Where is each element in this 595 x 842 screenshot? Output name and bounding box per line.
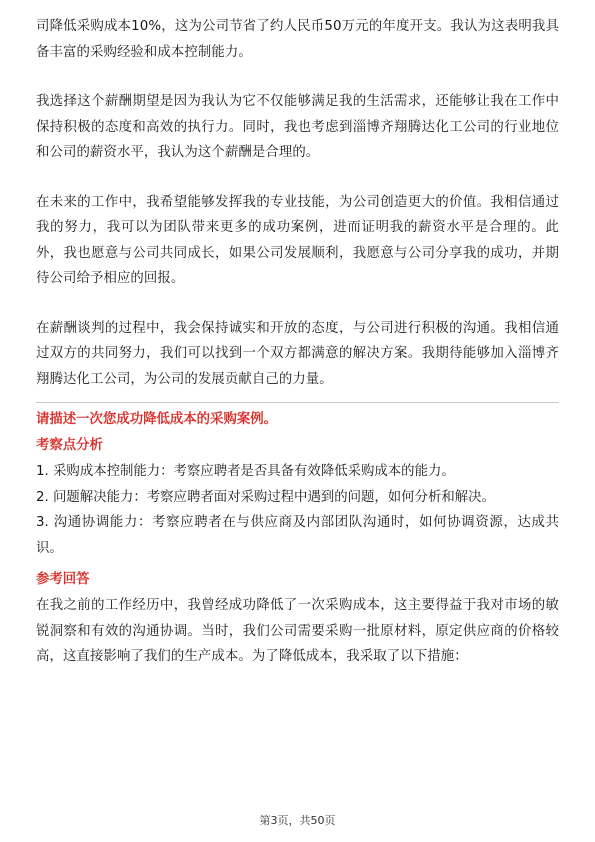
interview-question: 请描述一次您成功降低成本的采购案例。 xyxy=(36,412,278,427)
paragraph-future-work: 在未来的工作中，我希望能够发挥我的专业技能，为公司创造更大的价值。我相信通过我的努力，我可以为团队带来更多的成功案例，进而证明我的薪资水平是合理的。此外，我也愿意与公司共同成长，如果公司发展顺利，我愿意与公司分享我的成功，并期待公司给予相应的回报。 xyxy=(36,194,559,286)
paragraph-negotiation: 在薪酬谈判的过程中，我会保持诚实和开放的态度，与公司进行积极的沟通。我相信通过双方的共同努力，我们可以找到一个双方都满意的解决方案。我期待能够加入淄博齐翔腾达化工公司，为公司的发展贡献自己的力量。 xyxy=(36,320,559,387)
page-number: 第3页，共50页 xyxy=(259,814,336,827)
analysis-item-1: 1. 采购成本控制能力：考察应聘者是否具备有效降低采购成本的能力。 xyxy=(36,464,455,479)
analysis-item-3: 3. 沟通协调能力：考察应聘者在与供应商及内部团队沟通时，如何协调资源，达成共识。 xyxy=(36,515,559,556)
reference-heading: 参考回答 xyxy=(36,572,90,587)
section-divider xyxy=(36,402,559,403)
paragraph-cost-savings: 司降低采购成本10%，这为公司节省了约人民币50万元的年度开支。我认为这表明我具备丰富的采购经验和成本控制能力。 xyxy=(36,19,559,60)
paragraph-salary-reason: 我选择这个薪酬期望是因为我认为它不仅能够满足我的生活需求，还能够让我在工作中保持积极的态度和高效的执行力。同时，我也考虑到淄博齐翔腾达化工公司的行业地位和公司的薪资水平，我认为这个薪酬是合理的。 xyxy=(36,94,559,160)
document-page xyxy=(36,14,559,670)
analysis-item-2: 2. 问题解决能力：考察应聘者面对采购过程中遇到的问题，如何分析和解决。 xyxy=(36,489,495,505)
analysis-heading: 考察点分析 xyxy=(36,438,103,453)
reference-answer: 在我之前的工作经历中，我曾经成功降低了一次采购成本，这主要得益于我对市场的敏锐洞察和有效的沟通协调。当时，我们公司需要采购一批原材料，原定供应商的价格较高，这直接影响了我们的生产成本。为了降低成本，我采取了以下措施： xyxy=(36,598,559,664)
